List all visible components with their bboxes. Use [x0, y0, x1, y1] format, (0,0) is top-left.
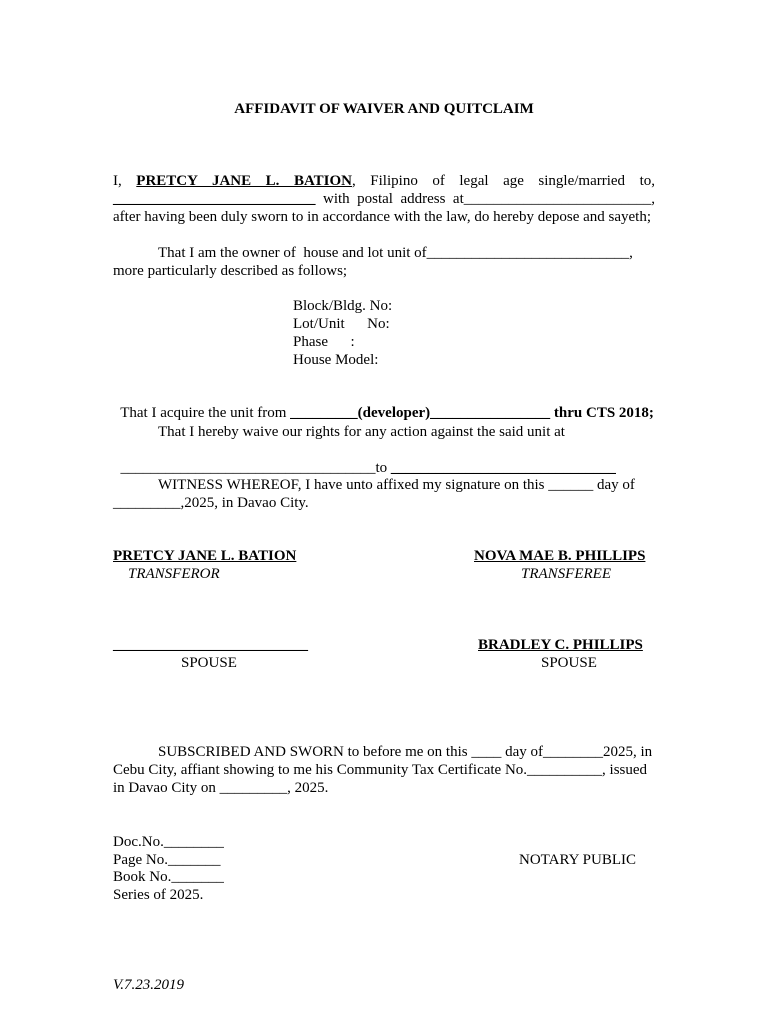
lot-no-label: Lot/Unit No: — [293, 316, 390, 332]
acquire-line — [113, 386, 654, 422]
intro-text-1: , Filipino of legal age single/married to, — [352, 173, 656, 189]
owner-line-1: That I am the owner of house and lot unit of___________________________, — [158, 245, 633, 261]
document-title: AFFIDAVIT OF WAIVER AND QUITCLAIM — [234, 101, 534, 117]
waive-line-1: That I hereby waive our rights for any action against the said unit at — [158, 424, 565, 440]
version-footer: V.7.23.2019 — [113, 977, 184, 993]
intro-line-2 — [113, 190, 655, 208]
acquire-text: That I acquire the unit from — [120, 405, 291, 421]
spouse2-name: BRADLEY C. PHILLIPS — [478, 637, 643, 653]
transferor-name: PRETCY JANE L. BATION — [113, 548, 297, 564]
affiant-name: PRETCY JANE L. BATION — [136, 173, 353, 189]
series: Series of 2025. — [113, 887, 204, 903]
waive-line-2 — [113, 441, 616, 477]
developer-text: _________(developer)________________ thru CTS 2018; — [290, 405, 654, 421]
owner-line-2: more particularly described as follows; — [113, 263, 348, 279]
sworn-line-2: Cebu City, affiant showing to me his Community Tax Certificate No.__________, issued — [113, 762, 648, 778]
phase-label: Phase : — [293, 334, 355, 350]
page-no: Page No._______ — [113, 852, 221, 868]
intro-line-1 — [113, 172, 655, 190]
sworn-line-1: SUBSCRIBED AND SWORN to before me on this ____ day of________2025, in — [158, 744, 653, 760]
witness-line-2: _________,2025, in Davao City. — [113, 495, 309, 511]
doc-no: Doc.No.________ — [113, 834, 224, 850]
witness-line-1: WITNESS WHEREOF, I have unto affixed my signature on this ______ day of — [158, 477, 635, 493]
transferee-role: TRANSFEREE — [521, 566, 611, 582]
house-model-label: House Model: — [293, 352, 379, 368]
intro-pronoun: I, — [113, 173, 122, 189]
transferor-role: TRANSFEROR — [128, 566, 220, 582]
waive-text-2: __________________________________to — [120, 460, 391, 476]
intro-line-3: after having been duly sworn to in accordance with the law, do hereby depose and sayeth; — [113, 209, 652, 225]
spouse1-role: SPOUSE — [181, 655, 237, 671]
block-no-label: Block/Bldg. No: — [293, 298, 393, 314]
waive-blank: ______________________________ — [390, 460, 616, 476]
spouse1-signature-line: __________________________ — [113, 637, 308, 653]
transferee-name: NOVA MAE B. PHILLIPS — [474, 548, 646, 564]
spouse-blank: ___________________________ — [113, 191, 316, 207]
book-no: Book No._______ — [113, 869, 224, 885]
spouse2-role: SPOUSE — [541, 655, 597, 671]
sworn-line-3: in Davao City on _________, 2025. — [113, 780, 329, 796]
notary-public-label: NOTARY PUBLIC — [519, 852, 637, 868]
intro-text-2: with postal address at_________________________, — [315, 191, 655, 207]
